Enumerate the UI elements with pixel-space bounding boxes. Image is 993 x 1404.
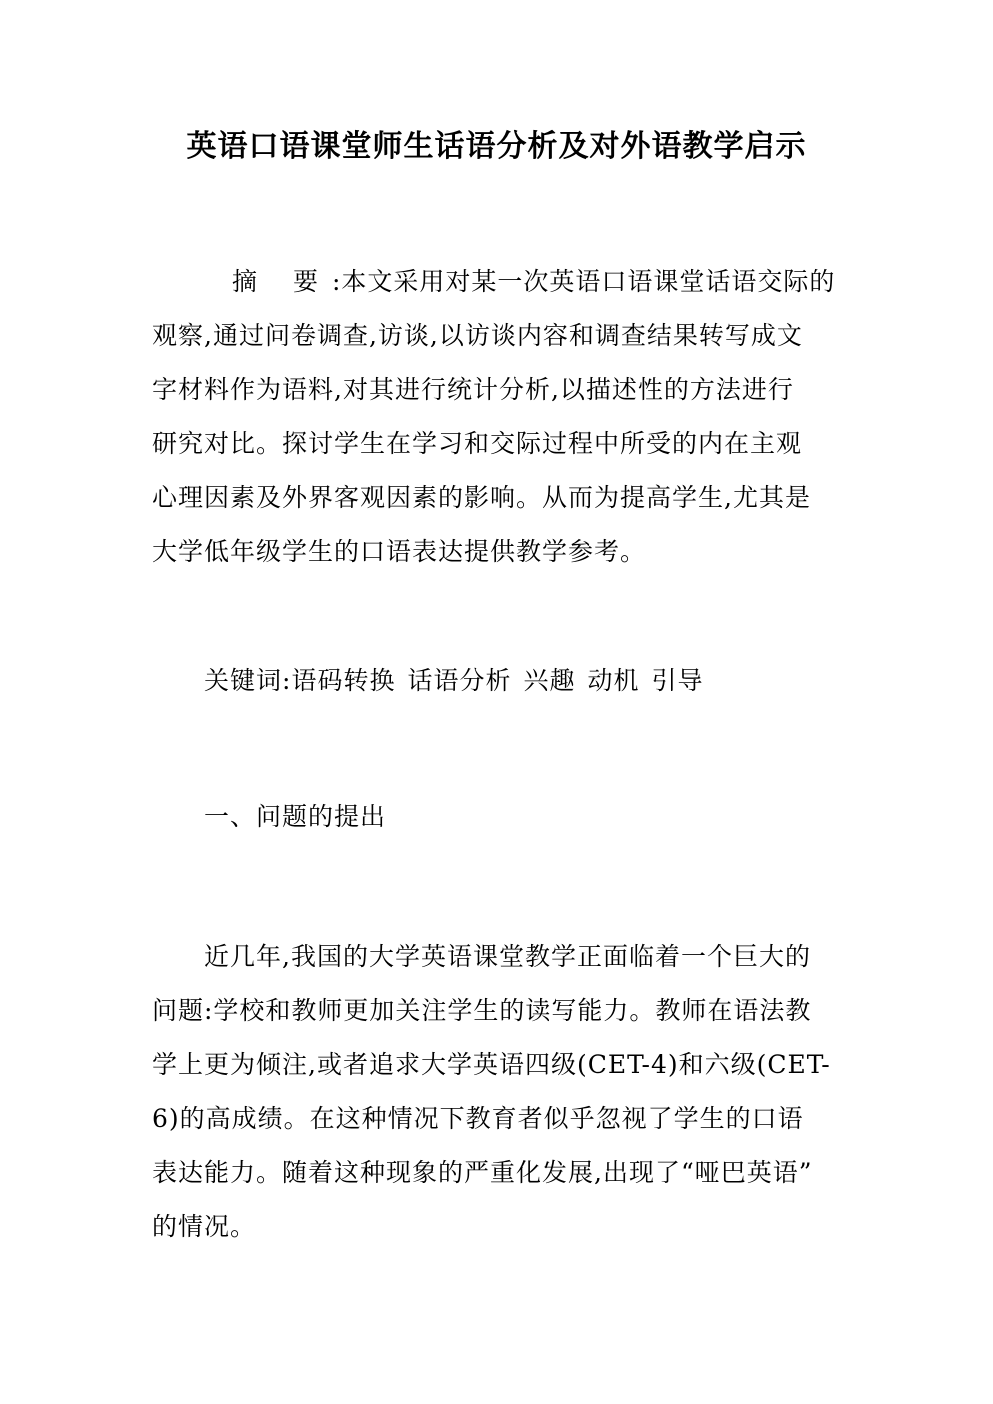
paragraph-line: 表达能力。随着这种现象的严重化发展,出现了“哑巴英语” [152,1158,813,1187]
keywords-label: 关键词: [204,666,292,695]
abstract-line: 观察,通过问卷调查,访谈,以访谈内容和调查结果转写成文 [152,321,803,350]
paragraph-line: 学上更为倾注,或者追求大学英语四级(CET-4)和六级(CET- [152,1050,831,1079]
abstract-line: 心理因素及外界客观因素的影响。从而为提高学生,尤其是 [152,483,811,512]
keywords-line [204,654,716,708]
keyword: 引导 [651,666,704,695]
abstract-line: 字材料作为语料,对其进行统计分析,以描述性的方法进行 [152,375,794,404]
keyword: 话语分析 [407,666,512,695]
keyword: 兴趣 [523,666,576,695]
abstract-paragraph [152,255,842,579]
abstract-line: 研究对比。探讨学生在学习和交际过程中所受的内在主观 [152,429,803,458]
paragraph-line: 6)的高成绩。在这种情况下教育者似乎忽视了学生的口语 [152,1104,804,1133]
section-heading: 一、问题的提出 [204,802,387,831]
abstract-line: 摘 要:本文采用对某一次英语口语课堂话语交际的 [232,267,836,296]
section-paragraph [152,930,842,1254]
keyword: 动机 [587,666,640,695]
paragraph-line: 问题:学校和教师更加关注学生的读写能力。教师在语法教 [152,996,812,1025]
paragraph-line: 的情况。 [152,1212,257,1241]
paragraph-line: 近几年,我国的大学英语课堂教学正面临着一个巨大的 [204,942,811,971]
keyword: 语码转换 [291,666,396,695]
document-title: 英语口语课堂师生话语分析及对外语教学启示 [186,129,807,164]
abstract-line: 大学低年级学生的口语表达提供教学参考。 [152,537,647,566]
abstract-label: 摘 要 [232,267,332,296]
